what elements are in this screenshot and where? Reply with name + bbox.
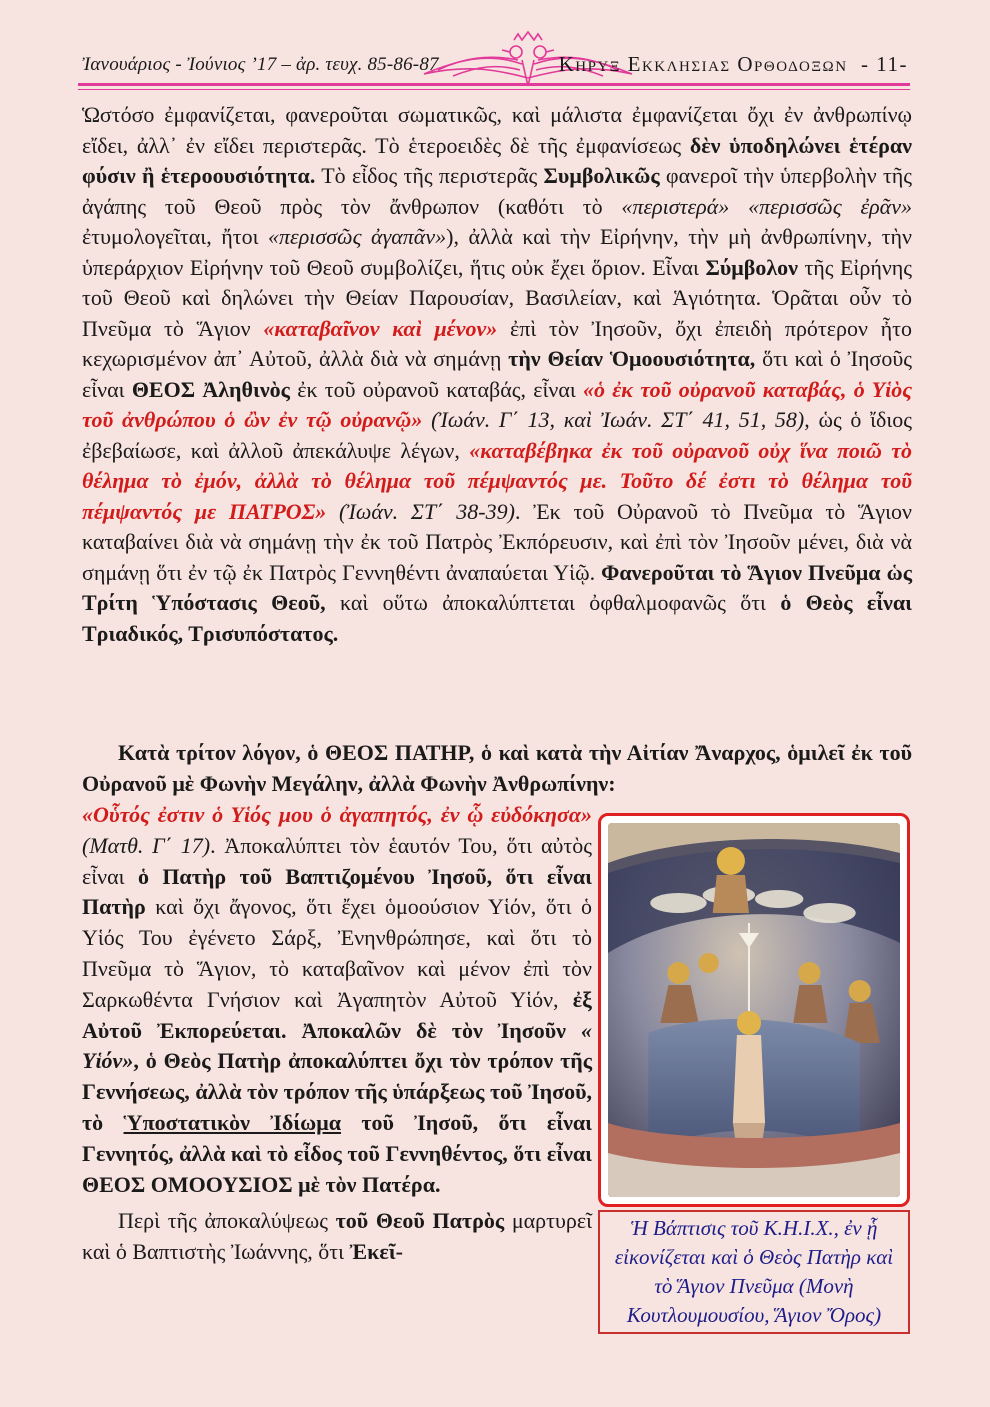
text: Ὡστόσο ἐμφανίζεται, φανεροῦται σωματικῶς, καὶ μάλιστα ἐμφανίζεται ὄχι ἐν ἀνθρωπίνῳ εἴδει, ἀλλ᾽ ἐν εἴδει περιστερᾶς. Τὸ ἑτεροειδὲς δὲ τῆς ἐμφανίσεως bbox=[82, 102, 912, 158]
bold-text: Φανεροῦται τὸ Ἅγιον Πνεῦμα ὡς Τρίτη Ὑπόστασις Θεοῦ, bbox=[82, 559, 912, 615]
text: μαρτυρεῖ καὶ ὁ Βαπτιστὴς Ἰωάννης, ὅτι bbox=[82, 1208, 593, 1265]
italic-text: «περιστερά» «περισσῶς ἐρᾶν» bbox=[621, 193, 912, 219]
text: καὶ οὕτω ἀποκαλύπτεται ὀφθαλμοφανῶς ὅτι bbox=[325, 590, 781, 615]
page-number: - 11- bbox=[861, 52, 908, 76]
text: Περὶ τῆς ἀποκαλύψεως bbox=[118, 1208, 336, 1234]
bold-text: ὁ Θεὸς εἶναι Τριαδικός, Τρισυπόστατος. bbox=[82, 590, 912, 646]
scripture-quote: «καταβαῖνον καὶ μένον» bbox=[263, 315, 498, 341]
text: φανεροῖ τὴν ὑπερβολὴν τῆς ἀγάπης τοῦ Θεοῦ πρὸς τὸν ἄνθρωπον (καθότι τὸ bbox=[82, 163, 912, 219]
bold-text: Συμβολικῶς bbox=[543, 163, 660, 188]
bold-text: τοῦ Θεοῦ Πατρὸς bbox=[335, 1208, 505, 1234]
scripture-quote: «καταβέβηκα ἐκ τοῦ οὐρανοῦ οὐχ ἵνα ποιῶ τὸ θέλημα τὸ ἐμόν, ἀλλὰ τὸ θέλημα τοῦ πέμψαντός με. Τοῦτο δέ ἐστι τὸ θέλημα τοῦ πέμψαντός με ΠΑΤΡΟΣ» bbox=[82, 437, 912, 524]
header-rule bbox=[78, 83, 910, 86]
page-header bbox=[0, 0, 990, 92]
issue-info: Ἰανουάριος - Ἰούνιος ’17 – ἀρ. τευχ. 85-86-87 bbox=[82, 54, 439, 75]
text: ἐτυμολογεῖται, ἤτοι bbox=[82, 224, 268, 249]
bold-text: Σύμβολον bbox=[705, 254, 798, 280]
underlined-text: Ὑποστατικὸν Ἰδίωμα bbox=[123, 1109, 341, 1135]
scripture-reference: (Ἰωάν. Γ΄ 13, καὶ Ἰωάν. ΣΤ΄ 41, 51, 58) bbox=[431, 407, 805, 432]
text: ἐκ τοῦ οὐρανοῦ καταβάς, εἶναι bbox=[289, 376, 584, 402]
text: . Ἐκ τοῦ Οὐρανοῦ τὸ Πνεῦμα τὸ Ἅγιον καταβαίνει διὰ νὰ σημάνῃ τὴν ἐκ τοῦ Πατρὸς Ἐκπόρευσιν, καὶ ἐπὶ τὸν Ἰησοῦν μένει, διὰ νὰ σημάνῃ ὅτι ἐν τῷ ἐκ Πατρὸς Γεννηθέντι ἀναπαύεται Υἱῷ. bbox=[82, 498, 912, 585]
scripture-reference: (Ματθ. Γ΄ 17) bbox=[82, 832, 211, 858]
text: ὅτι καὶ ὁ Ἰησοῦς εἶναι bbox=[82, 346, 912, 402]
text: , ὡς ὁ ἴδιος ἐβεβαίωσε, καὶ ἀλλοῦ ἀπεκάλυψε λέγων, bbox=[82, 407, 913, 463]
bold-italic-text: « Υἱόν» bbox=[82, 1017, 592, 1074]
bold-text: δὲν ὑποδηλώνει ἑτέραν φύσιν ἢ ἑτεροουσιότητα. bbox=[82, 132, 912, 188]
scripture-quote: «Οὗτός ἐστιν ὁ Υἱός μου ὁ ἀγαπητός, ἐν ᾧ εὐδόκησα» bbox=[82, 802, 592, 827]
journal-title bbox=[559, 52, 908, 77]
figure-caption: Ἡ Βάπτισις τοῦ Κ.Η.Ι.Χ., ἐν ᾗ εἰκονίζεται καὶ ὁ Θεὸς Πατὴρ καὶ τὸ Ἅγιον Πνεῦμα (Μονὴ Κουτλουμουσίου, Ἅγιον Ὄρος) bbox=[598, 1210, 910, 1334]
bold-text: ἐξ Αὐτοῦ Ἐκπορεύεται. Ἀποκαλῶν δὲ τὸν Ἰησοῦν bbox=[82, 986, 592, 1043]
bold-text: , ὁ Θεὸς Πατὴρ ἀποκαλύπτει ὄχι τὸν τρόπον τῆς Γεννήσεως, ἀλλὰ τὸν τρόπον τῆς ὑπάρξεως τοῦ Ἰησοῦ, τὸ bbox=[82, 1048, 592, 1135]
bold-text: τὴν Θείαν Ὁμοουσιότητα, bbox=[508, 346, 756, 371]
text: ), ἀλλὰ καὶ τὴν Εἰρήνην, τὴν μὴ ἀνθρωπίνην, τὴν ὑπεράρχιον Εἰρήνην τοῦ Θεοῦ συμβολίζει, ἥτις οὐκ ἔχει ὅριον. Εἶναι bbox=[82, 224, 912, 280]
bold-text: ὁ Πατὴρ τοῦ Βαπτιζομένου Ἰησοῦ, ὅτι εἶναι Πατὴρ bbox=[82, 863, 592, 920]
bold-text: Ἐκεῖ- bbox=[349, 1239, 403, 1265]
header-rule-thin bbox=[78, 89, 910, 90]
paragraph-2: Κατὰ τρίτον λόγον, ὁ ΘΕΟΣ ΠΑΤΗΡ, ὁ καὶ κατὰ τὴν Αἰτίαν Ἄναρχος, ὁμιλεῖ ἐκ τοῦ Οὐρανοῦ μὲ Φωνὴν Μεγάλην, ἀλλὰ Φωνὴν Ἀνθρωπίνην: bbox=[82, 740, 912, 796]
scripture-reference: (Ἰωάν. ΣΤ΄ 38-39) bbox=[339, 498, 515, 524]
baptism-fresco-image bbox=[598, 813, 910, 1207]
text: καὶ ὄχι ἄγονος, ὅτι ἔχει ὁμοούσιον Υἱόν, ὅτι ὁ Υἱός Του ἐγένετο Σάρξ, Ἐνηνθρώπησε, καὶ ὅτι τὸ Πνεῦμα τὸ Ἅγιον, τὸ καταβαῖνον καὶ μένον ἐπὶ τὸν Σαρκωθέντα Γνήσιον καὶ Ἀγαπητὸν Αὐτοῦ Υἱόν, bbox=[82, 894, 592, 1012]
text: τῆς Εἰρήνης τοῦ Θεοῦ καὶ δηλώνει τὴν Θείαν Παρουσίαν, Βασιλείαν, καὶ Ἁγιότητα. Ὁρᾶται οὖν τὸ Πνεῦμα τὸ Ἅγιον bbox=[82, 254, 912, 341]
italic-text: «περισσῶς ἀγαπᾶν» bbox=[268, 224, 447, 249]
text: ἐπὶ τὸν Ἰησοῦν, ὄχι ἐπειδὴ πρότερον ἦτο κεχωρισμένον ἀπ᾽ Αὐτοῦ, ἀλλὰ διὰ νὰ σημάνῃ bbox=[82, 315, 913, 371]
scripture-quote: «ὁ ἐκ τοῦ οὐρανοῦ καταβάς, ὁ Υἱὸς τοῦ ἀνθρώπου ὁ ὢν ἐν τῷ οὐρανῷ» bbox=[82, 376, 913, 432]
text: Τὸ εἶδος τῆς περιστερᾶς bbox=[315, 163, 544, 188]
bold-text: τοῦ Ἰησοῦ, ὅτι εἶναι Γεννητός, ἀλλὰ καὶ τὸ εἶδος τοῦ Γεννηθέντος, ὅτι εἶναι ΘΕΟΣ ΟΜΟΟΥΣΙΟΣ μὲ τὸν Πατέρα. bbox=[82, 1109, 592, 1197]
bold-text: ΘΕΟΣ Ἀληθινὸς bbox=[131, 376, 290, 402]
text: . Ἀποκαλύπτει τὸν ἑαυτόν Του, ὅτι αὐτὸς εἶναι bbox=[82, 832, 592, 889]
journal-name: Κηρυξ Εκκλησιας Ορθοδοξων bbox=[558, 52, 848, 76]
fresco-picture bbox=[608, 823, 900, 1197]
text-column bbox=[82, 800, 592, 1268]
paragraph-1 bbox=[82, 100, 912, 649]
